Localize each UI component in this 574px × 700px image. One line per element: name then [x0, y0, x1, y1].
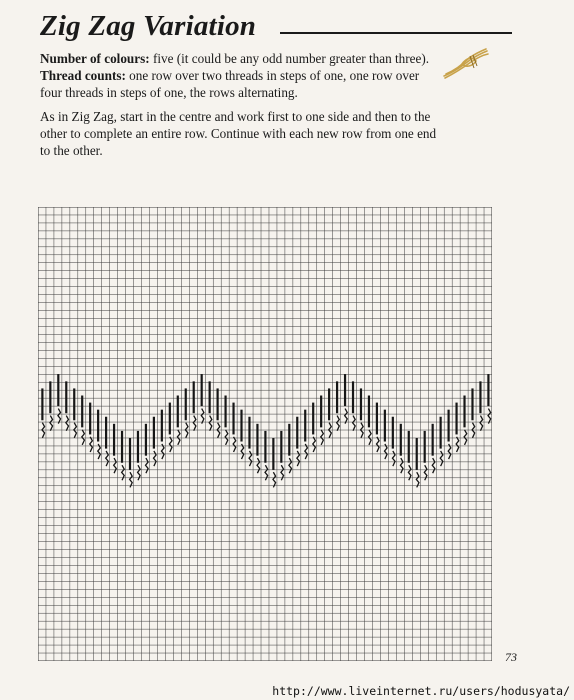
short-stitch: [249, 451, 252, 466]
short-stitch: [130, 472, 133, 487]
short-stitch: [297, 451, 300, 466]
short-stitch: [201, 409, 204, 424]
short-stitch: [193, 416, 196, 431]
short-stitch: [90, 437, 93, 452]
page-number: 73: [505, 650, 517, 664]
thread-counts-text: one row over two threads in steps of one, one row over four threads in steps of one, the rows alternating.: [40, 68, 420, 100]
short-stitch: [50, 416, 53, 431]
short-stitch: [177, 430, 180, 445]
stitch-chart-svg: [38, 207, 492, 661]
short-stitch: [233, 437, 236, 452]
title-rule: [280, 32, 512, 34]
short-stitch: [313, 437, 316, 452]
short-stitch: [58, 409, 61, 424]
short-stitch: [66, 416, 69, 431]
short-stitch: [377, 437, 380, 452]
short-stitch: [146, 458, 149, 473]
page-title: Zig Zag Variation: [40, 10, 257, 42]
short-stitch: [273, 472, 276, 487]
colours-label: Number of colours:: [40, 51, 150, 66]
short-stitch: [353, 416, 356, 431]
short-stitch: [82, 430, 85, 445]
method-paragraph: As in Zig Zag, start in the centre and work first to one side and then to the other to complete an entire row. Continue with each new row from one end to the other.: [40, 109, 437, 158]
short-stitch: [225, 430, 228, 445]
short-stitch: [440, 451, 443, 466]
thread-skein-icon: [440, 46, 490, 82]
short-stitch: [432, 458, 435, 473]
short-stitch: [456, 437, 459, 452]
zigzag-stitches: [42, 374, 491, 487]
short-stitch: [416, 472, 419, 487]
stitch-chart: [38, 207, 492, 661]
short-stitch: [480, 416, 483, 431]
short-stitch: [106, 451, 109, 466]
short-stitch: [400, 458, 403, 473]
footer-url: http://www.liveinternet.ru/users/hodusyata/: [272, 684, 570, 698]
short-stitch: [257, 458, 260, 473]
short-stitch: [369, 430, 372, 445]
colours-text: five (it could be any odd number greater than three).: [149, 51, 430, 66]
short-stitch: [153, 451, 156, 466]
short-stitch: [169, 437, 172, 452]
short-stitch: [321, 430, 324, 445]
thread-counts-label: Thread counts:: [40, 68, 126, 83]
instructions-paragraph: [40, 50, 440, 101]
short-stitch: [209, 416, 212, 431]
short-stitch: [488, 409, 491, 424]
short-stitch: [289, 458, 292, 473]
short-stitch: [114, 458, 117, 473]
short-stitch: [337, 416, 340, 431]
short-stitch: [392, 451, 395, 466]
short-stitch: [464, 430, 467, 445]
short-stitch: [345, 409, 348, 424]
